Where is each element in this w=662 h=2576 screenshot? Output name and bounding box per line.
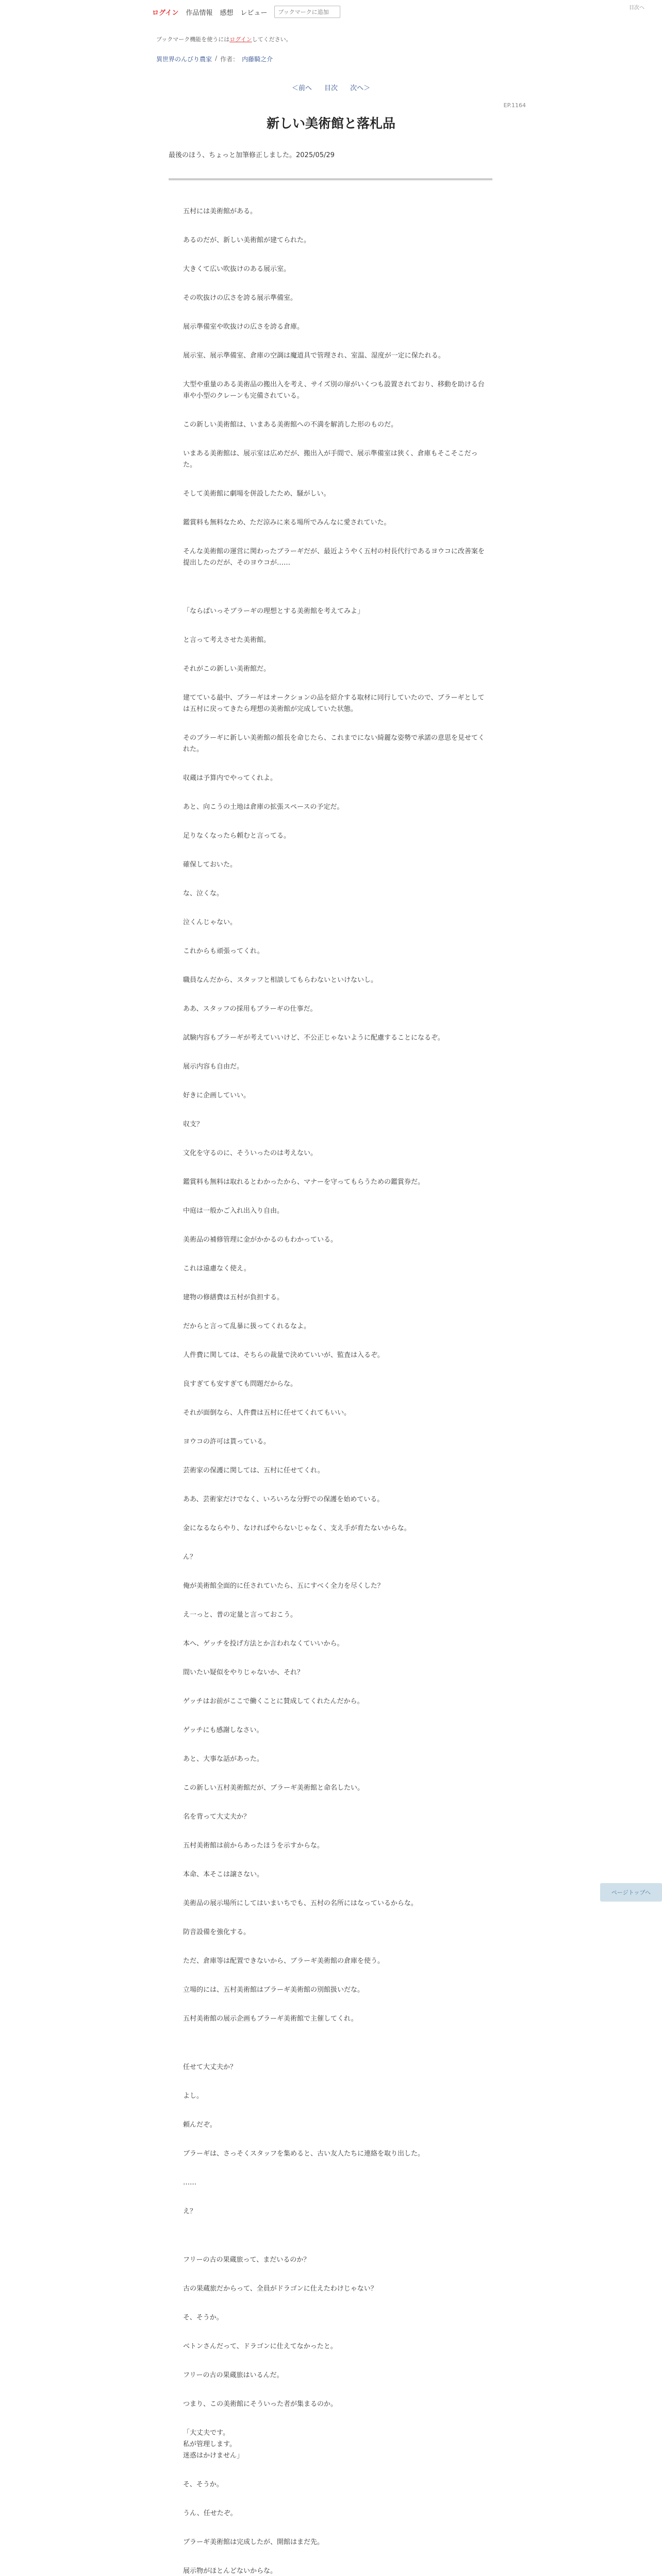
body-paragraph: 五村美術館は前からあったほうを示すからな。	[183, 1842, 324, 1850]
body-paragraph: ん？	[183, 1553, 197, 1561]
body-paragraph: 美術品の展示場所にしてはいまいちでも、五村の名所にはなっているからな。	[183, 1900, 418, 1907]
top-nav	[152, 5, 340, 19]
body-paragraph: 展示物がほとんどないからな。	[183, 2567, 277, 2575]
body-paragraph: 確保しておいた。	[183, 861, 237, 869]
body-paragraph: だからと言って乱暴に扱ってくれるなよ。	[183, 1323, 311, 1330]
body-paragraph: 展示室、展示準備室、倉庫の空調は魔道具で管理され、室温、湿度が一定に保たれる。	[183, 352, 445, 360]
breadcrumb-separator: /	[215, 55, 218, 62]
body-paragraph: 展示準備室や吹抜けの広さを誇る倉庫。	[183, 323, 304, 331]
body-paragraph: ブラーギは、さっそくスタッフを集めると、古い友人たちに連絡を取り出した。	[183, 2150, 425, 2158]
body-paragraph: うん、任せたぞ。	[183, 2510, 237, 2517]
body-paragraph: 文化を守るのに、そういったのは考えない。	[183, 1149, 318, 1157]
notice-login-link[interactable]: ログイン	[229, 36, 252, 43]
body-paragraph: 収蔵は予算内でやってくれよ。	[183, 774, 277, 782]
breadcrumb-author-label: 作者：	[220, 56, 239, 63]
body-paragraph: 間いたい疑似をやりじゃないか、それ？	[183, 1669, 304, 1676]
body-paragraph: ゲッチはお前がここで働くことに賛成してくれたんだから。	[183, 1698, 364, 1705]
body-paragraph: 「ならばいっそブラーギの理想とする美術館を考えてみよ」	[183, 607, 365, 615]
body-paragraph: 大型や重量のある美術品の搬出入を考え、サイズ別の扉がいくつも設置されており、移動を助ける台車や小型のクレーンも完備されている。	[183, 381, 485, 400]
body-paragraph: 芸術家の保護に関しては、五村に任せてくれ。	[183, 1467, 324, 1475]
body-paragraph: 収支？	[183, 1121, 204, 1128]
body-paragraph: いまある美術館は、展示室は広めだが、搬出入が手間で、展示準備室は狭く、倉庫もそこそこだった。	[183, 450, 478, 469]
notice-suffix: してください。	[252, 36, 292, 43]
body-paragraph: 五村には美術館がある。	[183, 208, 257, 215]
episode-update-note: 最後のほう、ちょっと加筆修正しました。2025/05/29	[169, 151, 335, 159]
pager-top	[0, 82, 662, 92]
body-paragraph: ただ、倉庫等は配置できないから、ブラーギ美術館の倉庫を使う。	[183, 1957, 385, 1965]
episode-body	[183, 206, 490, 2576]
toc-link[interactable]: 目次	[324, 84, 338, 92]
body-paragraph: フリーの古の果蔵旅って、まだいるのか？	[183, 2256, 310, 2264]
bookmark-input[interactable]	[274, 6, 340, 18]
body-paragraph: つまり、この美術館にそういった者が集まるのか。	[183, 2400, 338, 2408]
body-paragraph: 俺が美術館全面的に任されていたら、五にすべく全力を尽くした？	[183, 1582, 384, 1590]
body-paragraph: この新しい美術館は、いまある美術館への不満を解消した形のものだ。	[183, 421, 398, 429]
body-paragraph: フリーの古の果蔵旅はいるんだ。	[183, 2371, 284, 2379]
body-paragraph: そ、そうか。	[183, 2481, 223, 2488]
body-paragraph: 五村美術館の展示企画もブラーギ美術館で主催してくれ。	[183, 2015, 358, 2023]
body-paragraph: そのブラーギに新しい美術館の館長を命じたら、これまでにない綺麗な姿勢で承諾の意思を見せてくれた。	[183, 734, 485, 753]
body-paragraph: 美術品の補修管理に金がかかるのもわかっている。	[183, 1236, 338, 1244]
nav-work-info[interactable]: 作品情報	[186, 9, 213, 17]
body-paragraph: ……	[183, 2179, 196, 2187]
body-paragraph: 本命、本そこは譲さない。	[183, 1871, 264, 1878]
body-paragraph: この新しい五村美術館だが、ブラーギ美術館と命名したい。	[183, 1784, 365, 1792]
body-paragraph: ブラーギ美術館は完成したが、開館はまだ先。	[183, 2538, 324, 2546]
body-paragraph: あるのだが、新しい美術館が建てられた。	[183, 236, 311, 244]
body-paragraph: ああ、スタッフの採用もブラーギの仕事だ。	[183, 1005, 317, 1013]
body-paragraph: 良すぎても安すぎても問題だからな。	[183, 1380, 297, 1388]
body-paragraph: 足りなくなったら頼むと言ってる。	[183, 832, 291, 840]
body-paragraph: そんな美術館の運営に関わったブラーギだが、最近ようやく五村の村長代行であるヨウコに改善案を提出したのだが、そのヨウコが……	[183, 548, 485, 567]
body-paragraph: な、泣くな。	[183, 890, 224, 897]
notice-prefix: ブックマーク機能を使うには	[156, 36, 230, 43]
body-paragraph: 防音設備を強化する。	[183, 1928, 251, 1936]
body-paragraph: 職員なんだから、スタッフと相談してもらわないといけないし。	[183, 976, 378, 984]
body-paragraph: 展示内容も自由だ。	[183, 1063, 244, 1071]
nav-impressions[interactable]: 感想	[220, 9, 234, 17]
body-paragraph: ベトンさんだって、ドラゴンに仕えてなかったと。	[183, 2343, 337, 2350]
body-paragraph: 大きくて広い吹抜けのある展示室。	[183, 265, 291, 273]
body-paragraph: そ、そうか。	[183, 2314, 223, 2321]
body-paragraph: え？	[183, 2208, 197, 2215]
body-paragraph: これは遠慮なく使え。	[183, 1265, 251, 1273]
body-paragraph: 名を背って大丈夫か？	[183, 1813, 251, 1821]
divider	[169, 178, 492, 180]
body-paragraph: ヨウコの許可は貰っている。	[183, 1438, 271, 1446]
body-paragraph: よし。	[183, 2092, 204, 2100]
scroll-to-top-button[interactable]: ページトップへ	[600, 1883, 662, 1902]
body-paragraph: 人件費に関しては、そちらの裁量で決めていいが、監査は入るぞ。	[183, 1351, 384, 1359]
body-paragraph: 「大丈夫です。 私が管理します。 迷惑はかけません」	[183, 2429, 244, 2460]
body-paragraph: と言って考えさせた美術館。	[183, 636, 271, 644]
body-paragraph: あと、向こうの土地は倉庫の拡張スペースの予定だ。	[183, 803, 344, 811]
breadcrumb-series[interactable]: 異世界のんびり農家	[156, 56, 212, 63]
body-paragraph: 金になるならやり、なければやらないじゃなく、支え手が育たないからな。	[183, 1524, 411, 1532]
body-paragraph: 中庭は一般かご入れ出入り自由。	[183, 1207, 284, 1215]
breadcrumb-author[interactable]: 内藤騎之介	[242, 56, 273, 63]
body-paragraph: それが面倒なら、人件費は五村に任せてくれてもいい。	[183, 1409, 351, 1417]
body-paragraph: 鑑賞料も無料なため、ただ涼みに来る場所でみんなに愛されていた。	[183, 519, 391, 527]
breadcrumb	[156, 55, 273, 63]
bookmark-notice	[156, 35, 292, 43]
body-paragraph: 好きに企画していい。	[183, 1092, 251, 1099]
body-paragraph: 泣くんじゃない。	[183, 919, 237, 926]
nav-review[interactable]: レビュー	[240, 9, 268, 17]
toc-corner-link[interactable]: 目次へ	[629, 5, 644, 11]
body-paragraph: そして美術館に劇場を併設したため、騒がしい。	[183, 490, 330, 498]
body-paragraph: その吹抜けの広さを誇る展示準備室。	[183, 294, 297, 302]
body-paragraph: 頼んだぞ。	[183, 2121, 217, 2129]
body-paragraph: ああ、芸術家だけでなく、いろいろな分野での保護を始めている。	[183, 1496, 384, 1503]
body-paragraph: 建てている最中、ブラーギはオークションの品を紹介する取材に同行していたので、ブラーギとしては五村に戻ってきたら理想の美術館が完成していた状態。	[183, 694, 485, 713]
episode-number: EP.1164	[503, 102, 526, 109]
body-paragraph: 任せて大丈夫か？	[183, 2063, 237, 2071]
body-paragraph: 試験内容もブラーギが考えていいけど、不公正じゃないように配慮することになるぞ。	[183, 1034, 444, 1042]
body-paragraph: 古の果蔵旅だからって、全員がドラゴンに仕えたわけじゃない？	[183, 2285, 377, 2293]
body-paragraph: 本へ、ゲッチを投げ方法とか言われなくていいから。	[183, 1640, 344, 1648]
body-paragraph: あと、大事な話があった。	[183, 1755, 263, 1763]
body-paragraph: え一っと、普の定量と言っておこう。	[183, 1611, 297, 1619]
body-paragraph: 鑑賞料も無料は取れるとわかったから、マナーを守ってもらうための鑑賞券だ。	[183, 1178, 425, 1186]
episode-title: 新しい美術館と落札品	[266, 116, 395, 131]
next-link[interactable]: 次へ＞	[350, 84, 371, 92]
body-paragraph: それがこの新しい美術館だ。	[183, 665, 271, 673]
body-paragraph: 建物の修繕費は五村が負担する。	[183, 1294, 284, 1301]
body-paragraph: ゲッチにも感謝しなさい。	[183, 1726, 263, 1734]
body-paragraph: 立場的には、五村美術館はブラーギ美術館の別館扱いだな。	[183, 1986, 365, 1994]
prev-link[interactable]: ＜前へ	[291, 84, 312, 92]
body-paragraph: これからも頑張ってくれ。	[183, 947, 264, 955]
login-link[interactable]: ログイン	[152, 9, 179, 17]
